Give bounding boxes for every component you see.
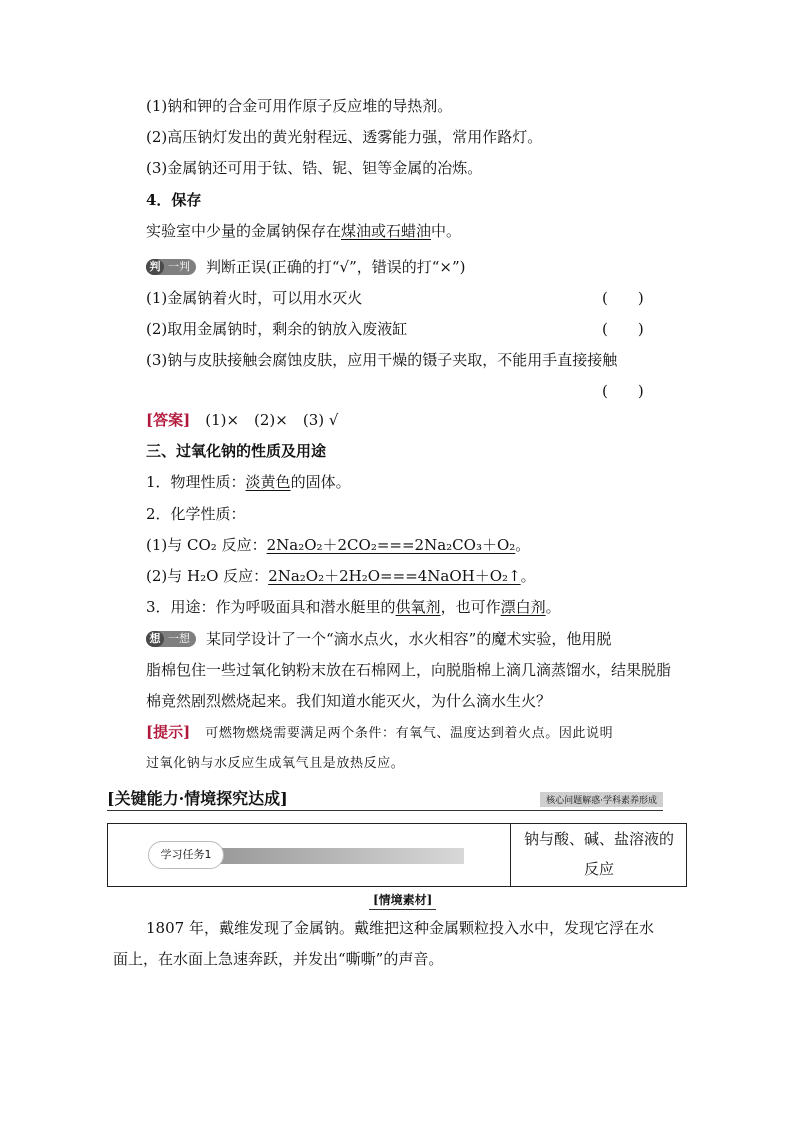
section3-heading: 三、过氧化钠的性质及用途 bbox=[146, 442, 327, 460]
chem-reaction-1: (1)与 CO₂ 反应：2Na₂O₂＋2CO₂===2Na₂CO₃＋O₂。 bbox=[146, 536, 531, 554]
task-title: 钠与酸、碱、盐溶液的 反应 bbox=[510, 824, 687, 886]
judge-badge: 判 一判 bbox=[146, 259, 196, 275]
judge-item-3: (3)钠与皮肤接触会腐蚀皮肤，应用干燥的镊子夹取，不能用手直接接触 bbox=[146, 351, 618, 369]
think-row-2: 脂棉包住一些过氧化钠粉末放在石棉网上，向脱脂棉上滴几滴蒸馏水，结果脱脂 bbox=[146, 661, 672, 679]
section-title: [关键能力·情境探究达成] bbox=[107, 789, 288, 808]
answer-blank-1: ( ) bbox=[602, 289, 644, 307]
think-row-3: 棉竟然剧烈燃烧起来。我们知道水能灭火，为什么滴水生火？ bbox=[146, 692, 552, 710]
usage-line: 3．用途：作为呼吸面具和潜水艇里的供氧剂，也可作漂白剂。 bbox=[146, 598, 561, 616]
task-label: 学习任务1 bbox=[148, 841, 224, 869]
section-tag: 核心问题解惑·学科素养形成 bbox=[540, 792, 663, 807]
hint-row-2: 过氧化钠与水反应生成氧气且是放热反应。 bbox=[146, 756, 405, 771]
story-line-1: 1807 年，戴维发现了金属钠。戴维把这种金属颗粒投入水中，发现它浮在水 bbox=[146, 919, 654, 937]
think-badge: 想 一想 bbox=[146, 631, 196, 647]
task-box bbox=[107, 823, 687, 887]
physical-property: 1．物理性质：淡黄色的固体。 bbox=[146, 473, 351, 491]
hint-row-1: [提示] 可燃物燃烧需要满足两个条件：有氧气、温度达到着火点。因此说明 bbox=[146, 723, 614, 741]
answer-blank-2: ( ) bbox=[602, 320, 644, 338]
material-label: [情境素材] bbox=[369, 891, 436, 910]
section-header bbox=[107, 788, 663, 811]
use-item-2: (2)高压钠灯发出的黄光射程远、透雾能力强，常用作路灯。 bbox=[146, 128, 543, 146]
judge-prompt: 判断正误(正确的打“√”，错误的打“×”) bbox=[206, 258, 466, 276]
answer-row: [答案] (1)× (2)× (3) √ bbox=[146, 411, 339, 429]
chemical-heading: 2．化学性质： bbox=[146, 505, 246, 523]
chem-reaction-2: (2)与 H₂O 反应：2Na₂O₂＋2H₂O===4NaOH＋O₂↑。 bbox=[146, 567, 536, 585]
think-row-1: 想 一想 某同学设计了一个“滴水点火，水火相容”的魔术实验，他用脱 bbox=[146, 628, 611, 650]
judge-item-1: (1)金属钠着火时，可以用水灭火 bbox=[146, 289, 363, 307]
judge-prompt-row bbox=[146, 256, 466, 278]
story-line-2: 面上，在水面上急速奔跃，并发出“嘶嘶”的声音。 bbox=[113, 950, 444, 968]
judge-item-2: (2)取用金属钠时，剩余的钠放入废液缸 bbox=[146, 320, 408, 338]
use-item-3: (3)金属钠还可用于钛、锆、铌、钽等金属的冶炼。 bbox=[146, 159, 483, 177]
answer-blank-3: ( ) bbox=[602, 382, 644, 400]
storage-heading: 4．保存 bbox=[146, 191, 202, 209]
storage-text: 实验室中少量的金属钠保存在煤油或石蜡油中。 bbox=[146, 222, 462, 240]
use-item-1: (1)钠和钾的合金可用作原子反应堆的导热剂。 bbox=[146, 97, 453, 115]
